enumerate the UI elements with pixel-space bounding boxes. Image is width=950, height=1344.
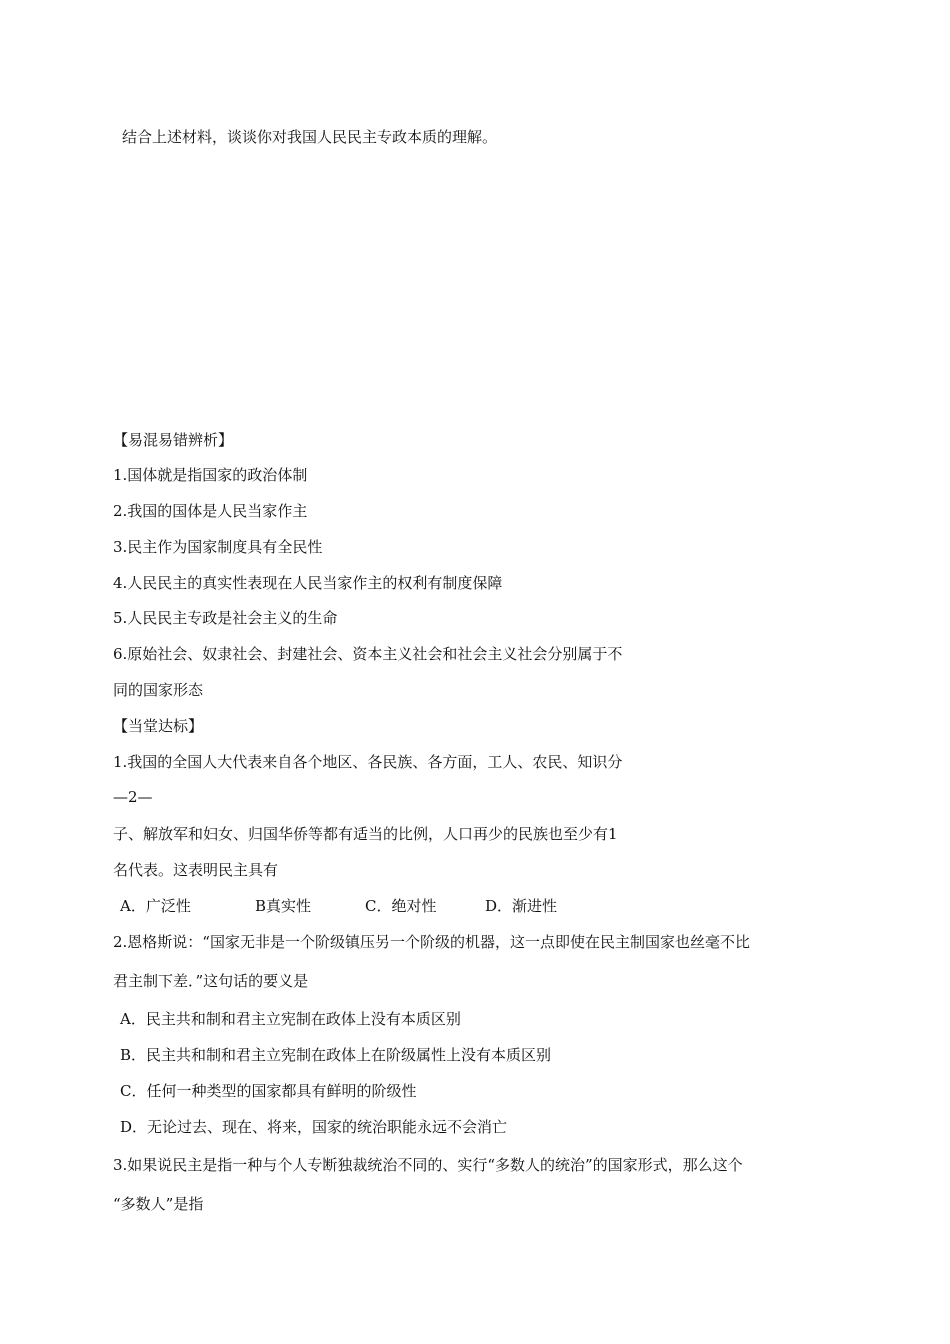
question-2-option-c: C．任何一种类型的国家都具有鲜明的阶级性 <box>120 1082 417 1100</box>
question-2-option-a: A．民主共和制和君主立宪制在政体上没有本质区别 <box>120 1010 461 1028</box>
question-3-line-2: “多数人”是指 <box>113 1195 204 1213</box>
confusion-heading: 【易混易错辨析】 <box>113 431 234 449</box>
confusion-item-2: 2.我国的国体是人民当家作主 <box>113 502 308 520</box>
question-1-option-b: B真实性 <box>255 897 312 915</box>
question-1-option-c: C．绝对性 <box>365 897 437 915</box>
confusion-item-6: 6.原始社会、奴隶社会、封建社会、资本主义社会和社会主义社会分别属于不 <box>113 645 623 663</box>
question-1-options <box>120 896 557 916</box>
question-1-option-a: A．广泛性 <box>120 897 191 915</box>
question-1-line-1: 1.我国的全国人大代表来自各个地区、各民族、各方面，工人、农民、知识分 <box>113 753 623 771</box>
question-1-line-3: 名代表。这表明民主具有 <box>113 861 279 879</box>
question-1-option-d: D．渐进性 <box>485 897 558 915</box>
page-number-marker: —2— <box>113 788 153 806</box>
question-1-line-2: 子、解放军和妇女、归国华侨等都有适当的比例，人口再少的民族也至少有1 <box>113 825 618 843</box>
confusion-item-6-continued: 同的国家形态 <box>113 681 204 699</box>
question-2-option-d: D．无论过去、现在、将来，国家的统治职能永远不会消亡 <box>120 1118 508 1136</box>
essay-prompt: 结合上述材料，谈谈你对我国人民民主专政本质的理解。 <box>122 128 498 146</box>
question-2-line-2: 君主制下差．”这句话的要义是 <box>113 972 309 990</box>
confusion-item-1: 1.国体就是指国家的政治体制 <box>113 466 308 484</box>
confusion-item-5: 5.人民民主专政是社会主义的生命 <box>113 609 338 627</box>
question-3-line-1: 3.如果说民主是指一种与个人专断独裁统治不同的、实行“多数人的统治”的国家形式，那么这个 <box>113 1156 743 1174</box>
question-2-option-b: B．民主共和制和君主立宪制在政体上在阶级属性上没有本质区别 <box>120 1046 552 1064</box>
question-2-line-1: 2.恩格斯说：“国家无非是一个阶级镇压另一个阶级的机器，这一点即使在民主制国家也丝毫不比 <box>113 933 750 951</box>
practice-heading: 【当堂达标】 <box>113 717 204 735</box>
confusion-item-3: 3.民主作为国家制度具有全民性 <box>113 538 323 556</box>
confusion-item-4: 4.人民民主的真实性表现在人民当家作主的权利有制度保障 <box>113 574 503 592</box>
